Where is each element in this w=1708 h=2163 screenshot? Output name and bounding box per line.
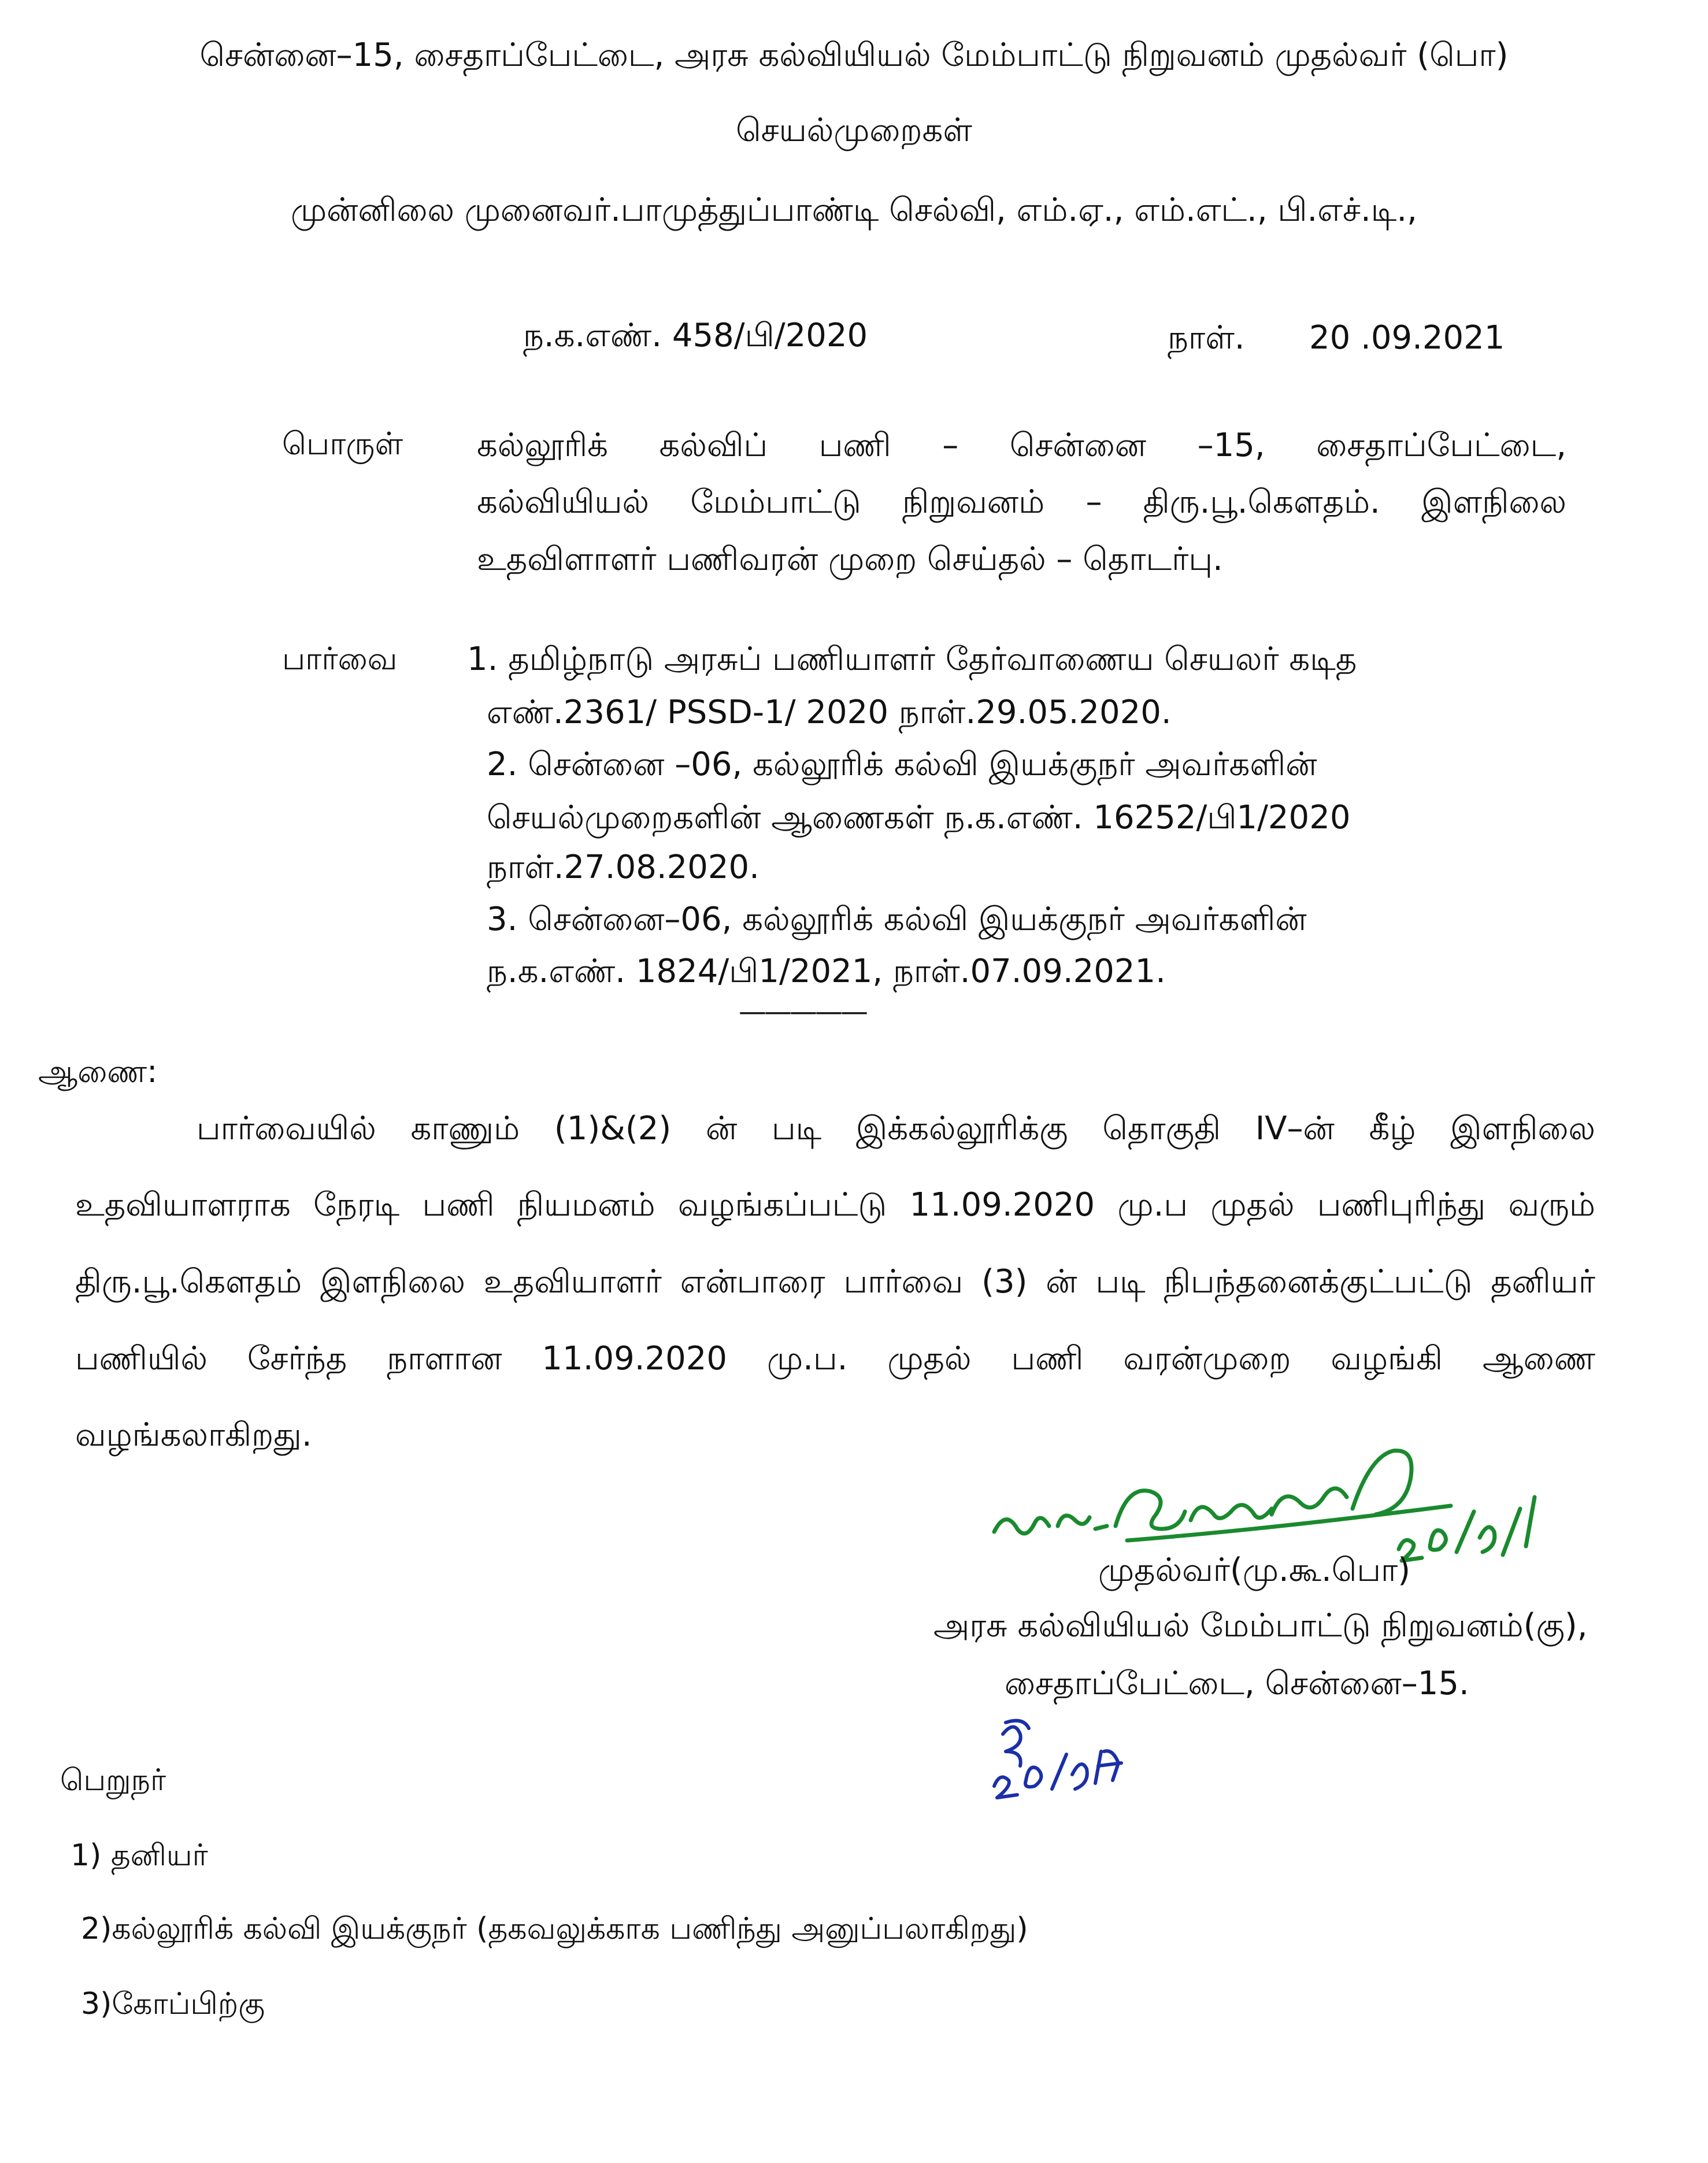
header-line-3: முன்னிலை முனைவர்.பாமுத்துப்பாண்டி செல்வி, எம்.ஏ., எம்.எட்., பி.எச்.டி., [291, 191, 1417, 229]
reference-1-line-2: எண்.2361/ PSSD-1/ 2020 நாள்.29.05.2020. [487, 694, 1172, 731]
separator-line: ————— [739, 995, 866, 1028]
reference-1-line-1: 1. தமிழ்நாடு அரசுப் பணியாளர் தேர்வாணைய செயலர் கடித [467, 640, 1357, 678]
order-line-3: திரு.பூ.கௌதம் இளநிலை உதவியாளர் என்பாரை பார்வை (3) ன் படி நிபந்தனைக்குட்பட்டு தனியர் [75, 1263, 1595, 1301]
recipient-item-1: 1) தனியர் [71, 1838, 208, 1873]
recipient-item-3: 3)கோப்பிற்கு [81, 1987, 265, 2021]
order-line-5: வழங்கலாகிறது. [75, 1416, 312, 1454]
recipients-label: பெறுநர் [60, 1763, 166, 1798]
reference-2-line-1: 2. சென்னை –06, கல்லூரிக் கல்வி இயக்குநர் அவர்களின் [487, 746, 1317, 783]
order-line-2: உதவியாளராக நேரடி பணி நியமனம் வழங்கப்பட்டு 11.09.2020 மு.ப முதல் பணிபுரிந்து வரும் [75, 1186, 1595, 1224]
date-value: 20 .09.2021 [1309, 319, 1505, 357]
references-label: பார்வை [282, 640, 398, 677]
reference-number: ந.க.எண். 458/பி/2020 [523, 317, 868, 354]
initials-mark [983, 1717, 1133, 1823]
header-line-2: செயல்முறைகள் [736, 112, 972, 149]
reference-2-line-3: நாள்.27.08.2020. [487, 849, 759, 886]
subject-line-1: கல்லூரிக் கல்விப் பணி – சென்னை –15, சைதாப்பேட்டை, [477, 427, 1566, 464]
order-label: ஆணை: [38, 1053, 158, 1090]
subject-line-3: உதவிளாளர் பணிவரன் முறை செய்தல் – தொடர்பு. [477, 540, 1223, 578]
reference-3-line-2: ந.க.எண். 1824/பி1/2021, நாள்.07.09.2021. [487, 953, 1166, 990]
date-label: நாள். [1168, 319, 1245, 357]
reference-3-line-1: 3. சென்னை–06, கல்லூரிக் கல்வி இயக்குநர் அவர்களின் [487, 901, 1307, 938]
subject-label: பொருள் [282, 425, 403, 462]
signatory-address: சைதாப்பேட்டை, சென்னை–15. [1005, 1665, 1469, 1702]
signatory-designation: முதல்வர்(மு.கூ.பொ) [1098, 1551, 1411, 1589]
order-line-4: பணியில் சேர்ந்த நாளான 11.09.2020 மு.ப. முதல் பணி வரன்முறை வழங்கி ஆணை [75, 1340, 1595, 1377]
header-line-1: சென்னை–15, சைதாப்பேட்டை, அரசு கல்வியியல் மேம்பாட்டு நிறுவனம் முதல்வர் (பொ) [199, 36, 1509, 74]
recipient-item-2: 2)கல்லூரிக் கல்வி இயக்குநர் (தகவலுக்காக பணிந்து அனுப்பலாகிறது) [81, 1912, 1028, 1946]
signatory-institution: அரசு கல்வியியல் மேம்பாட்டு நிறுவனம்(கு), [933, 1607, 1588, 1645]
order-line-1: பார்வையில் காணும் (1)&(2) ன் படி இக்கல்லூரிக்கு தொகுதி IV–ன் கீழ் இளநிலை [197, 1110, 1595, 1147]
subject-line-2: கல்வியியல் மேம்பாட்டு நிறுவனம் – திரு.பூ.கௌதம். இளநிலை [477, 483, 1566, 521]
reference-2-line-2: செயல்முறைகளின் ஆணைகள் ந.க.எண். 16252/பி1/2020 [487, 799, 1351, 836]
